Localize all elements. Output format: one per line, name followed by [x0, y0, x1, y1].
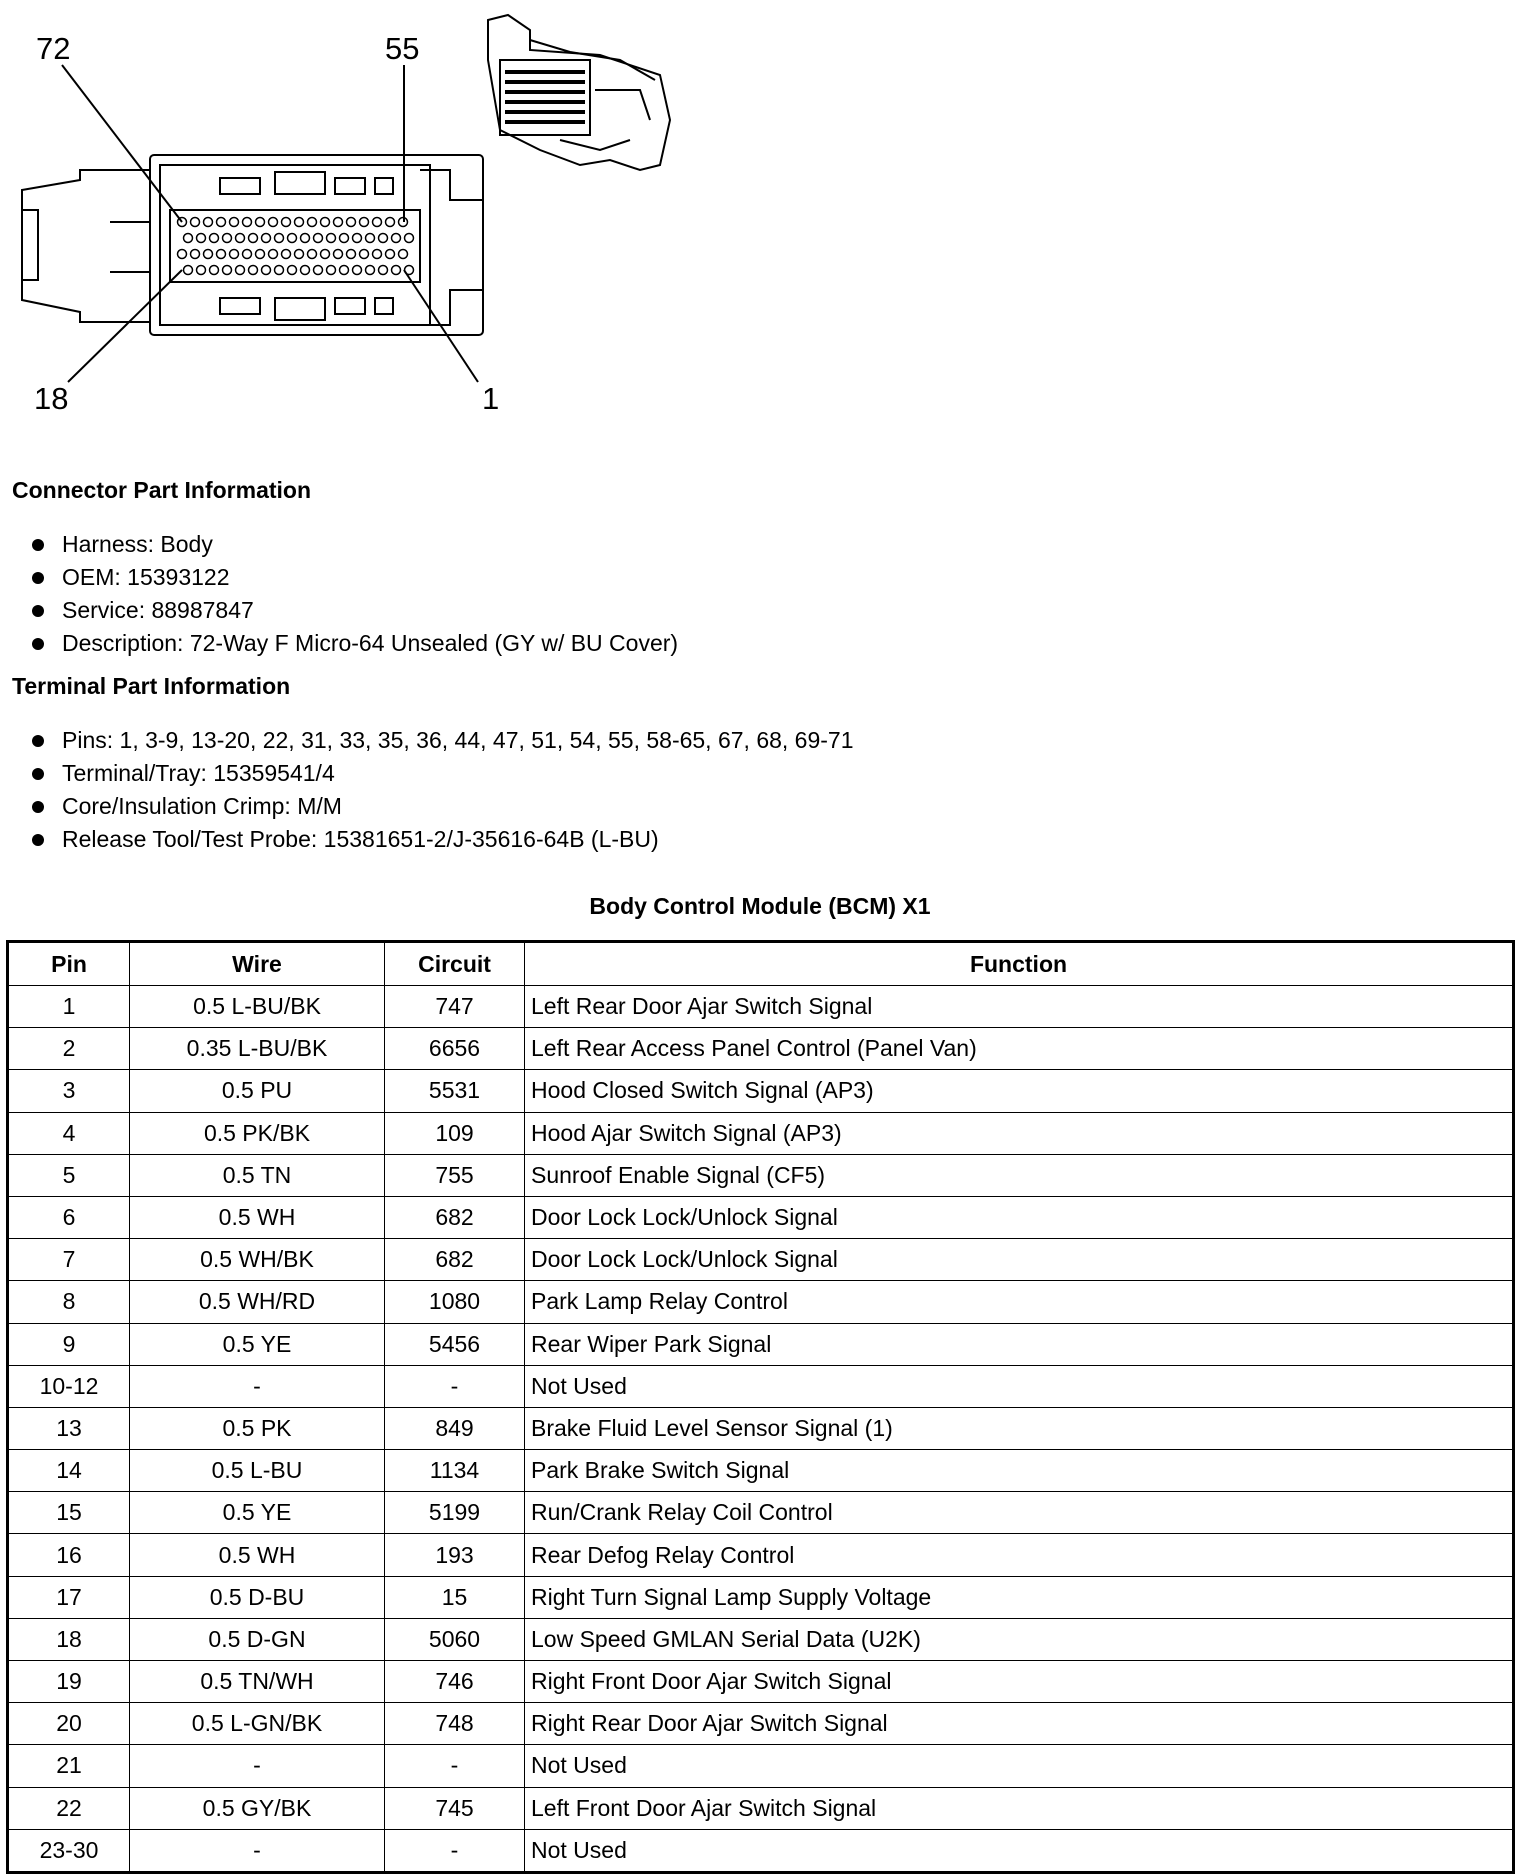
terminal-info-heading: Terminal Part Information: [12, 673, 291, 699]
cell-circuit: 849: [385, 1407, 525, 1449]
cell-function: Low Speed GMLAN Serial Data (U2K): [525, 1618, 1514, 1660]
pin-cavity: [210, 266, 219, 275]
cell-circuit: -: [385, 1745, 525, 1787]
cell-wire: 0.5 L-BU: [130, 1450, 385, 1492]
cell-pin: 18: [8, 1618, 130, 1660]
pin-cavity: [373, 218, 382, 227]
cell-circuit: 1134: [385, 1450, 525, 1492]
cell-function: Sunroof Enable Signal (CF5): [525, 1154, 1514, 1196]
pin-cavity: [347, 218, 356, 227]
table-row: [8, 1787, 1514, 1829]
pinout-table: [6, 940, 1515, 1874]
cell-pin: 2: [8, 1028, 130, 1070]
cell-wire: 0.5 PK: [130, 1407, 385, 1449]
pin-cavity: [392, 266, 401, 275]
cell-wire: 0.5 TN: [130, 1154, 385, 1196]
connector-info-list: [28, 528, 678, 660]
pin-cavity: [282, 218, 291, 227]
cell-pin: 16: [8, 1534, 130, 1576]
cell-circuit: 5456: [385, 1323, 525, 1365]
pin-cavity: [230, 250, 239, 259]
column-header-pin: Pin: [8, 942, 130, 986]
pin-cavity: [392, 234, 401, 243]
pin-cavity: [314, 266, 323, 275]
cell-wire: -: [130, 1829, 385, 1872]
cell-circuit: 193: [385, 1534, 525, 1576]
cell-wire: 0.5 PK/BK: [130, 1112, 385, 1154]
cell-function: Right Front Door Ajar Switch Signal: [525, 1661, 1514, 1703]
pin-cavity: [366, 266, 375, 275]
pin-cavity: [373, 250, 382, 259]
cell-wire: 0.5 TN/WH: [130, 1661, 385, 1703]
pin-cavity: [379, 234, 388, 243]
cell-pin: 21: [8, 1745, 130, 1787]
pin-cavity: [360, 250, 369, 259]
pin-cavity: [340, 234, 349, 243]
cell-function: Brake Fluid Level Sensor Signal (1): [525, 1407, 1514, 1449]
cell-pin: 8: [8, 1281, 130, 1323]
pin-cavity: [243, 218, 252, 227]
pin-cavity: [275, 234, 284, 243]
pin-cavity: [347, 250, 356, 259]
cell-wire: 0.5 D-GN: [130, 1618, 385, 1660]
cell-wire: -: [130, 1745, 385, 1787]
cell-function: Not Used: [525, 1365, 1514, 1407]
pin-callout-1: 1: [482, 381, 500, 416]
table-row: [8, 1661, 1514, 1703]
bullet-icon: [32, 768, 44, 780]
pin-cavity: [301, 266, 310, 275]
list-item: Release Tool/Test Probe: 15381651-2/J-35616-64B (L-BU): [28, 823, 854, 856]
pin-cavity: [184, 234, 193, 243]
pin-cavity: [223, 234, 232, 243]
table-row: [8, 986, 1514, 1028]
list-item: Description: 72-Way F Micro-64 Unsealed (GY w/ BU Cover): [28, 627, 678, 660]
pin-cavity: [204, 218, 213, 227]
cell-pin: 20: [8, 1703, 130, 1745]
pin-cavity: [405, 234, 414, 243]
pin-cavity: [256, 218, 265, 227]
pin-cavity: [217, 218, 226, 227]
cell-function: Hood Ajar Switch Signal (AP3): [525, 1112, 1514, 1154]
table-title: Body Control Module (BCM) X1: [589, 893, 931, 919]
pin-cavity: [340, 266, 349, 275]
table-row: [8, 1618, 1514, 1660]
terminal-info-list: [28, 724, 854, 856]
pin-cavity: [386, 218, 395, 227]
cell-circuit: 109: [385, 1112, 525, 1154]
table-row: [8, 1112, 1514, 1154]
pin-cavity: [301, 234, 310, 243]
table-row: [8, 1070, 1514, 1112]
cell-circuit: 5060: [385, 1618, 525, 1660]
connector-diagram: [0, 0, 700, 430]
cell-circuit: 6656: [385, 1028, 525, 1070]
cell-wire: -: [130, 1365, 385, 1407]
pin-cavity: [249, 266, 258, 275]
pin-cavity: [314, 234, 323, 243]
connector-info-heading: Connector Part Information: [12, 477, 312, 503]
cell-function: Rear Wiper Park Signal: [525, 1323, 1514, 1365]
pin-cavity: [360, 218, 369, 227]
cell-circuit: -: [385, 1829, 525, 1872]
cell-pin: 14: [8, 1450, 130, 1492]
pin-cavity: [308, 218, 317, 227]
pin-cavity: [327, 234, 336, 243]
pin-cavity: [288, 234, 297, 243]
bullet-icon: [32, 638, 44, 650]
cell-circuit: 748: [385, 1703, 525, 1745]
pin-cavity: [197, 266, 206, 275]
cell-circuit: 5531: [385, 1070, 525, 1112]
cell-pin: 9: [8, 1323, 130, 1365]
cell-wire: 0.5 YE: [130, 1323, 385, 1365]
cell-pin: 17: [8, 1576, 130, 1618]
pin-cavity: [256, 250, 265, 259]
cell-wire: 0.5 GY/BK: [130, 1787, 385, 1829]
cell-function: Rear Defog Relay Control: [525, 1534, 1514, 1576]
pin-cavity: [204, 250, 213, 259]
pin-cavity: [386, 250, 395, 259]
pin-callout-72: 72: [36, 31, 71, 66]
table-header-row: [8, 942, 1514, 986]
cell-function: Left Rear Door Ajar Switch Signal: [525, 986, 1514, 1028]
pin-cavity: [275, 266, 284, 275]
list-item: Terminal/Tray: 15359541/4: [28, 757, 854, 790]
cell-pin: 15: [8, 1492, 130, 1534]
pin-cavity: [243, 250, 252, 259]
pin-cavity: [191, 218, 200, 227]
bullet-icon: [32, 605, 44, 617]
cell-function: Park Brake Switch Signal: [525, 1450, 1514, 1492]
cell-pin: 1: [8, 986, 130, 1028]
table-row: [8, 1576, 1514, 1618]
cell-pin: 5: [8, 1154, 130, 1196]
pin-cavity: [184, 266, 193, 275]
table-row: [8, 1196, 1514, 1238]
table-row: [8, 1365, 1514, 1407]
pin-cavity: [269, 218, 278, 227]
list-item: OEM: 15393122: [28, 561, 678, 594]
cell-wire: 0.35 L-BU/BK: [130, 1028, 385, 1070]
cell-function: Not Used: [525, 1829, 1514, 1872]
cell-circuit: 682: [385, 1196, 525, 1238]
table-row: [8, 1323, 1514, 1365]
table-row: [8, 1028, 1514, 1070]
cell-pin: 23-30: [8, 1829, 130, 1872]
table-row: [8, 1745, 1514, 1787]
cell-pin: 3: [8, 1070, 130, 1112]
pin-cavity: [262, 234, 271, 243]
cell-circuit: 5199: [385, 1492, 525, 1534]
pin-cavity: [262, 266, 271, 275]
cell-function: Right Turn Signal Lamp Supply Voltage: [525, 1576, 1514, 1618]
pin-cavity: [236, 266, 245, 275]
pin-cavity: [295, 218, 304, 227]
pin-cavity: [308, 250, 317, 259]
cell-wire: 0.5 WH: [130, 1534, 385, 1576]
cell-function: Right Rear Door Ajar Switch Signal: [525, 1703, 1514, 1745]
cell-pin: 6: [8, 1196, 130, 1238]
cell-pin: 22: [8, 1787, 130, 1829]
bullet-icon: [32, 572, 44, 584]
cell-circuit: 746: [385, 1661, 525, 1703]
cell-function: Run/Crank Relay Coil Control: [525, 1492, 1514, 1534]
cell-wire: 0.5 L-GN/BK: [130, 1703, 385, 1745]
pin-cavity: [353, 266, 362, 275]
pin-cavity: [327, 266, 336, 275]
pin-cavity: [249, 234, 258, 243]
pin-cavity: [321, 250, 330, 259]
table-row: [8, 1281, 1514, 1323]
pin-cavity: [269, 250, 278, 259]
pin-cavity: [191, 250, 200, 259]
list-item: Pins: 1, 3-9, 13-20, 22, 31, 33, 35, 36, 44, 47, 51, 54, 55, 58-65, 67, 68, 69-71: [28, 724, 854, 757]
cell-wire: 0.5 WH/BK: [130, 1239, 385, 1281]
table-row: [8, 1703, 1514, 1745]
cell-pin: 7: [8, 1239, 130, 1281]
cell-circuit: 747: [385, 986, 525, 1028]
cell-pin: 4: [8, 1112, 130, 1154]
pin-cavity: [353, 234, 362, 243]
cell-wire: 0.5 WH/RD: [130, 1281, 385, 1323]
column-header-circuit: Circuit: [385, 942, 525, 986]
column-header-wire: Wire: [130, 942, 385, 986]
table-row: [8, 1154, 1514, 1196]
cell-pin: 10-12: [8, 1365, 130, 1407]
cell-function: Park Lamp Relay Control: [525, 1281, 1514, 1323]
pin-cavity: [230, 218, 239, 227]
cell-function: Left Rear Access Panel Control (Panel Van): [525, 1028, 1514, 1070]
pin-cavity: [236, 234, 245, 243]
pin-cavity: [334, 250, 343, 259]
cell-function: Door Lock Lock/Unlock Signal: [525, 1196, 1514, 1238]
cell-function: Hood Closed Switch Signal (AP3): [525, 1070, 1514, 1112]
cell-pin: 19: [8, 1661, 130, 1703]
list-item: Core/Insulation Crimp: M/M: [28, 790, 854, 823]
bullet-icon: [32, 834, 44, 846]
cell-function: Not Used: [525, 1745, 1514, 1787]
cell-circuit: 15: [385, 1576, 525, 1618]
table-row: [8, 1407, 1514, 1449]
pin-cavity: [282, 250, 291, 259]
cell-wire: 0.5 D-BU: [130, 1576, 385, 1618]
pin-cavity: [366, 234, 375, 243]
cell-wire: 0.5 PU: [130, 1070, 385, 1112]
table-row: [8, 1492, 1514, 1534]
column-header-function: Function: [525, 942, 1514, 986]
connector-face-drawing: [0, 0, 700, 430]
cell-circuit: -: [385, 1365, 525, 1407]
pin-cavity: [334, 218, 343, 227]
pin-cavity: [178, 250, 187, 259]
pin-cavity: [210, 234, 219, 243]
pin-cavity: [288, 266, 297, 275]
table-row: [8, 1829, 1514, 1872]
cell-pin: 13: [8, 1407, 130, 1449]
list-item: Service: 88987847: [28, 594, 678, 627]
bullet-icon: [32, 539, 44, 551]
cell-function: Door Lock Lock/Unlock Signal: [525, 1239, 1514, 1281]
cell-wire: 0.5 L-BU/BK: [130, 986, 385, 1028]
pin-callout-18: 18: [34, 381, 69, 416]
table-row: [8, 1450, 1514, 1492]
table-row: [8, 1239, 1514, 1281]
pin-cavity: [197, 234, 206, 243]
pin-cavity: [321, 218, 330, 227]
cell-wire: 0.5 YE: [130, 1492, 385, 1534]
cell-circuit: 682: [385, 1239, 525, 1281]
pin-cavity: [295, 250, 304, 259]
cell-circuit: 745: [385, 1787, 525, 1829]
cell-function: Left Front Door Ajar Switch Signal: [525, 1787, 1514, 1829]
pin-cavity: [217, 250, 226, 259]
cell-circuit: 755: [385, 1154, 525, 1196]
bullet-icon: [32, 801, 44, 813]
bullet-icon: [32, 735, 44, 747]
pin-callout-55: 55: [385, 31, 420, 66]
pin-cavity: [399, 250, 408, 259]
table-row: [8, 1534, 1514, 1576]
list-item: Harness: Body: [28, 528, 678, 561]
cell-wire: 0.5 WH: [130, 1196, 385, 1238]
cell-circuit: 1080: [385, 1281, 525, 1323]
pin-cavity: [223, 266, 232, 275]
pin-cavity: [379, 266, 388, 275]
